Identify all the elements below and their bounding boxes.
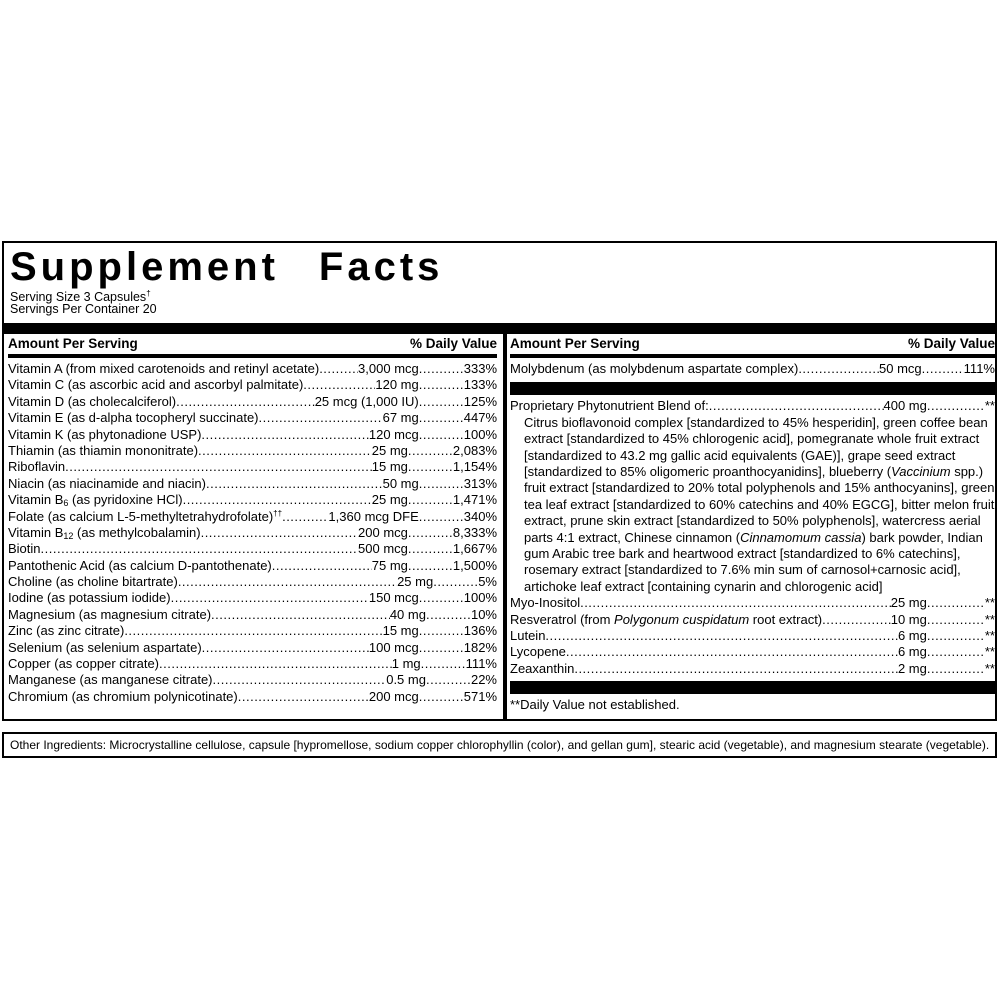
nutrient-row	[8, 459, 497, 475]
leader-dots	[822, 612, 891, 628]
nutrient-name-text: Lutein	[510, 628, 546, 644]
leader-dots	[574, 661, 898, 677]
nutrient-name-text: Thiamin (as thiamin mononitrate)	[8, 442, 199, 458]
leader-dots	[927, 661, 985, 677]
nutrient-row	[8, 427, 497, 443]
leader-dots	[419, 476, 464, 492]
nutrient-row	[8, 558, 497, 574]
leader-dots	[433, 574, 478, 590]
column-divider	[503, 323, 507, 719]
left-header-amount: Amount Per Serving	[8, 336, 138, 351]
nutrient-amount: 10 mg	[890, 611, 927, 627]
nutrient-dv: **	[984, 611, 995, 627]
leader-dots	[419, 509, 464, 525]
nutrient-row	[8, 394, 497, 410]
nutrient-amount: 15 mg	[382, 623, 419, 639]
nutrient-row	[8, 361, 497, 377]
nutrient-row	[8, 623, 497, 639]
top-rule	[4, 323, 995, 334]
left-nutrient-list	[8, 358, 497, 705]
leader-dots	[419, 623, 464, 639]
nutrient-dv: 1,500%	[452, 557, 497, 573]
nutrient-name	[8, 672, 213, 688]
nutrient-name-text: Vitamin B	[8, 524, 64, 540]
nutrient-amount: 15 mg	[371, 459, 408, 475]
nutrient-dv: 111%	[963, 361, 995, 376]
nutrient-row	[8, 607, 497, 623]
blend-dv: **	[984, 398, 995, 414]
nutrient-name	[510, 595, 580, 611]
nutrient-name-text: Iodine (as potassium iodide)	[8, 590, 171, 606]
nutrient-amount: 40 mg	[389, 606, 426, 622]
nutrient-row	[8, 377, 497, 393]
nutrient-name	[8, 459, 65, 475]
nutrient-amount: 500 mcg	[358, 541, 408, 557]
leader-dots	[927, 398, 985, 414]
nutrient-amount: 50 mcg	[879, 361, 922, 376]
nutrient-amount: 0.5 mg	[386, 672, 426, 688]
nutrient-amount: 50 mg	[382, 475, 419, 491]
nutrient-amount: 25 mg	[890, 595, 927, 611]
nutrient-amount: 2 mg	[897, 660, 927, 676]
nutrient-amount: 25 mcg (1,000 IU)	[314, 393, 419, 409]
nutrient-name	[510, 612, 822, 628]
leader-dots	[421, 656, 466, 672]
panel-title	[10, 245, 443, 289]
nutrient-name-superscript: ††	[273, 508, 283, 518]
nutrient-amount: 6 mg	[897, 644, 927, 660]
nutrient-dv: **	[984, 660, 995, 676]
leader-dots	[65, 459, 372, 475]
nutrient-name-text: Vitamin E (as d-alpha tocopheryl succinate)	[8, 410, 259, 426]
nutrient-name-text: Magnesium (as magnesium citrate)	[8, 606, 212, 622]
nutrient-row	[510, 595, 995, 611]
nutrient-name-text: Biotin	[8, 541, 41, 557]
nutrient-name	[8, 427, 201, 443]
nutrient-amount: 1,360 mcg DFE	[328, 508, 419, 524]
leader-dots	[419, 427, 464, 443]
leader-dots	[206, 476, 383, 492]
nutrient-name-text: Zinc (as zinc citrate)	[8, 623, 125, 639]
leader-dots	[419, 361, 464, 377]
nutrient-name	[510, 661, 574, 677]
nutrient-amount: 67 mg	[382, 410, 419, 426]
blend-ingredient-text: ) bark powder, Indian gum Arabic tree bark and heartwood extract [standardized to 6% catechins], rosemary extract [standardized to 7.6% min sum of carnosol+carnosic acid], artichoke leaf extract [containing cynarin and chlorogenic acid]	[524, 529, 983, 594]
section-rule	[510, 382, 995, 395]
nutrient-dv: 2,083%	[452, 442, 497, 458]
nutrient-name: Molybdenum (as molybdenum aspartate complex)	[510, 361, 799, 376]
nutrient-name	[8, 689, 238, 705]
nutrient-row	[510, 661, 995, 677]
leader-dots	[282, 509, 328, 525]
left-header	[8, 334, 497, 358]
nutrient-name	[510, 628, 545, 644]
nutrient-name-text: Zeaxanthin	[510, 660, 575, 676]
leader-dots	[408, 443, 453, 459]
nutrient-dv: 333%	[463, 361, 497, 376]
leader-dots	[408, 541, 453, 557]
nutrient-row	[8, 443, 497, 459]
nutrient-name	[8, 361, 319, 377]
title-word-supplement: Supplement	[10, 245, 279, 289]
blend-ingredients	[510, 415, 995, 595]
leader-dots	[213, 672, 387, 688]
nutrient-name	[510, 644, 566, 660]
nutrient-row	[8, 574, 497, 590]
leader-dots	[211, 607, 390, 623]
nutrient-row	[510, 612, 995, 628]
nutrient-name-text: Vitamin D (as cholecalciferol)	[8, 393, 177, 409]
leader-dots	[927, 595, 985, 611]
bottom-rule	[510, 681, 995, 694]
nutrient-amount: 200 mcg	[358, 524, 408, 540]
nutrient-name	[8, 410, 259, 426]
nutrient-name	[8, 541, 41, 557]
nutrient-name	[8, 656, 159, 672]
leader-dots	[41, 541, 359, 557]
nutrient-row	[8, 640, 497, 656]
leader-dots	[183, 492, 372, 508]
nutrient-name-text: Vitamin A (from mixed carotenoids and retinyl acetate)	[8, 361, 320, 376]
blend-row	[510, 398, 995, 414]
nutrient-row	[8, 525, 497, 541]
nutrient-dv: 571%	[463, 688, 497, 704]
leader-dots	[201, 427, 368, 443]
nutrient-row	[8, 689, 497, 705]
nutrient-dv: 111%	[465, 656, 497, 672]
nutrient-amount: 200 mcg	[368, 688, 419, 704]
daily-value-footnote: **Daily Value not established.	[510, 697, 680, 713]
nutrient-amount: 100 mcg	[368, 639, 419, 655]
blend-name: Proprietary Phytonutrient Blend of:	[510, 398, 709, 414]
right-header-dv: % Daily Value	[907, 336, 995, 351]
nutrient-amount: 1 mg	[391, 656, 421, 672]
nutrient-name	[8, 394, 176, 410]
nutrient-amount: 25 mg	[371, 492, 408, 508]
leader-dots	[419, 689, 464, 705]
nutrient-dv: **	[984, 595, 995, 611]
leader-dots	[545, 628, 898, 644]
leader-dots	[426, 672, 471, 688]
nutrient-name-text: (as pyridoxine HCl)	[68, 492, 183, 508]
nutrient-name-text: Riboflavin	[8, 459, 66, 475]
nutrient-row	[8, 492, 497, 508]
leader-dots	[124, 623, 382, 639]
leader-dots	[272, 558, 372, 574]
serving-size-mark: †	[146, 289, 151, 298]
blend-ingredient-text: Citrus bioflavonoid complex [standardized to 45% hesperidin], green coffee bean extract [standardized to 45% chlorogenic acid], pomegranate whole fruit extract [standardized to 43.2 mg gallic acid equivalents (GAE)], grape seed extract [standardized to 85% oligomeric proanthocyanidins], blueberry (	[524, 414, 988, 479]
nutrient-dv: **	[984, 628, 995, 644]
nutrient-name-text: Lycopene	[510, 644, 566, 660]
nutrient-dv: 133%	[463, 377, 497, 393]
nutrient-row	[8, 672, 497, 688]
nutrient-name-text: Copper (as copper citrate)	[8, 656, 160, 672]
leader-dots	[927, 612, 985, 628]
leader-dots	[198, 443, 372, 459]
nutrient-amount: 120 mg	[375, 377, 419, 393]
nutrient-name	[8, 640, 202, 656]
leader-dots	[319, 361, 358, 377]
nutrient-dv: 8,333%	[452, 524, 497, 540]
right-column	[510, 334, 995, 715]
nutrient-dv: 182%	[463, 639, 497, 655]
nutrient-dv: 1,471%	[452, 492, 497, 508]
nutrient-name	[8, 590, 171, 606]
nutrient-name-text: Chromium (as chromium polynicotinate)	[8, 688, 238, 704]
leader-dots	[927, 628, 985, 644]
nutrient-name-text: root extract)	[749, 611, 823, 627]
nutrient-name-text: Resveratrol (from	[510, 611, 615, 627]
leader-dots	[178, 574, 397, 590]
nutrient-row	[8, 410, 497, 426]
nutrient-dv: 313%	[463, 475, 497, 491]
leader-dots	[238, 689, 369, 705]
leader-dots	[426, 607, 471, 623]
nutrient-amount: 120 mcg	[368, 426, 419, 442]
nutrient-name-text: Manganese (as manganese citrate)	[8, 672, 213, 688]
nutrient-name-text: Vitamin K (as phytonadione USP)	[8, 426, 202, 442]
left-column	[8, 334, 497, 705]
nutrient-row-molybdenum	[510, 361, 995, 377]
nutrient-name	[8, 509, 282, 525]
nutrient-dv: 5%	[478, 574, 497, 590]
nutrient-row	[8, 656, 497, 672]
nutrient-row	[510, 628, 995, 644]
nutrient-dv: 136%	[463, 623, 497, 639]
leader-dots	[303, 377, 375, 393]
nutrient-name	[8, 525, 201, 541]
nutrient-name-text: Selenium (as selenium aspartate)	[8, 639, 202, 655]
leader-dots	[259, 410, 383, 426]
nutrient-dv: 340%	[463, 508, 497, 524]
nutrient-amount: 25 mg	[397, 574, 434, 590]
nutrient-dv: 100%	[463, 590, 497, 606]
nutrient-name	[8, 377, 303, 393]
nutrient-dv: 22%	[470, 672, 497, 688]
leader-dots	[176, 394, 315, 410]
nutrient-name-subscript: 6	[63, 498, 69, 509]
leader-dots	[408, 459, 453, 475]
leader-dots	[798, 361, 879, 377]
nutrient-row	[8, 590, 497, 606]
nutrient-name-text: (as methylcobalamin)	[73, 524, 201, 540]
nutrient-dv: 1,154%	[452, 459, 497, 475]
leader-dots	[202, 640, 369, 656]
left-header-dv: % Daily Value	[409, 336, 497, 351]
leader-dots	[419, 394, 464, 410]
leader-dots	[419, 377, 464, 393]
leader-dots	[408, 558, 453, 574]
servings-per-container: Servings Per Container 20	[10, 302, 157, 316]
right-header	[510, 334, 995, 358]
nutrient-dv: 10%	[470, 606, 497, 622]
nutrient-dv: 100%	[463, 426, 497, 442]
nutrient-name-subscript: 12	[63, 530, 74, 541]
right-nutrient-list	[510, 595, 995, 677]
nutrient-row	[8, 541, 497, 557]
leader-dots	[201, 525, 358, 541]
serving-size-text: Serving Size 3 Capsules	[10, 290, 147, 305]
nutrient-name-text: Choline (as choline bitartrate)	[8, 574, 178, 590]
title-word-facts: Facts	[318, 245, 444, 289]
nutrient-dv: **	[984, 644, 995, 660]
nutrient-name-text: Niacin (as niacinamide and niacin)	[8, 475, 206, 491]
nutrient-name-text: Vitamin C (as ascorbic acid and ascorbyl palmitate)	[8, 377, 304, 393]
leader-dots	[171, 590, 369, 606]
nutrient-amount: 150 mcg	[368, 590, 419, 606]
nutrient-name	[8, 443, 198, 459]
leader-dots	[566, 644, 898, 660]
nutrient-name	[8, 492, 183, 508]
nutrient-amount: 75 mg	[371, 557, 408, 573]
nutrient-name	[8, 574, 178, 590]
nutrient-dv: 447%	[463, 410, 497, 426]
right-header-amount: Amount Per Serving	[510, 336, 640, 351]
leader-dots	[419, 410, 464, 426]
supplement-facts-panel	[2, 241, 997, 721]
leader-dots	[408, 492, 453, 508]
leader-dots	[159, 656, 392, 672]
nutrient-dv: 1,667%	[452, 541, 497, 557]
blend-ingredient-italic: Cinnamomum cassia	[740, 529, 862, 545]
nutrient-row	[8, 476, 497, 492]
nutrient-name-text: Vitamin B	[8, 492, 64, 508]
nutrient-amount: 3,000 mcg	[358, 361, 419, 376]
nutrient-name	[8, 623, 124, 639]
nutrient-dv: 125%	[463, 393, 497, 409]
nutrient-name-italic: Polygonum cuspidatum	[614, 611, 750, 627]
nutrient-row	[510, 644, 995, 660]
nutrient-name	[8, 476, 206, 492]
blend-ingredient-italic: Vaccinium	[891, 464, 951, 479]
leader-dots	[922, 361, 964, 377]
leader-dots	[419, 590, 464, 606]
nutrient-name	[8, 607, 211, 623]
other-ingredients: Other Ingredients: Microcrystalline cellulose, capsule [hypromellose, sodium copper chlorophyllin (color), and gellan gum], stearic acid (vegetable), and magnesium stearate (vegetable).	[2, 732, 997, 758]
nutrient-name-text: Myo-Inositol	[510, 595, 581, 611]
leader-dots	[709, 398, 884, 414]
nutrient-name-text: Pantothenic Acid (as calcium D-pantothenate)	[8, 557, 272, 573]
leader-dots	[419, 640, 464, 656]
blend-ingredient-text: spp.) fruit extract [standardized to 20% total polyphenols and 15% anthocyanins], green tea leaf extract [standardized to 60% catechins and 40% EGCG], bitter melon fruit extract, prune skin extract [standardized to 50% polyphenols], watercress aerial parts 4:1 extract, Chinese cinnamon (	[524, 464, 995, 545]
nutrient-row	[8, 509, 497, 525]
nutrient-name-text: Folate (as calcium L-5-methyltetrahydrofolate)	[8, 508, 274, 524]
leader-dots	[580, 595, 891, 611]
nutrient-amount: 6 mg	[897, 628, 927, 644]
nutrient-name	[8, 558, 272, 574]
leader-dots	[927, 644, 985, 660]
leader-dots	[408, 525, 453, 541]
blend-amount: 400 mg	[883, 398, 927, 414]
nutrient-amount: 25 mg	[371, 442, 408, 458]
